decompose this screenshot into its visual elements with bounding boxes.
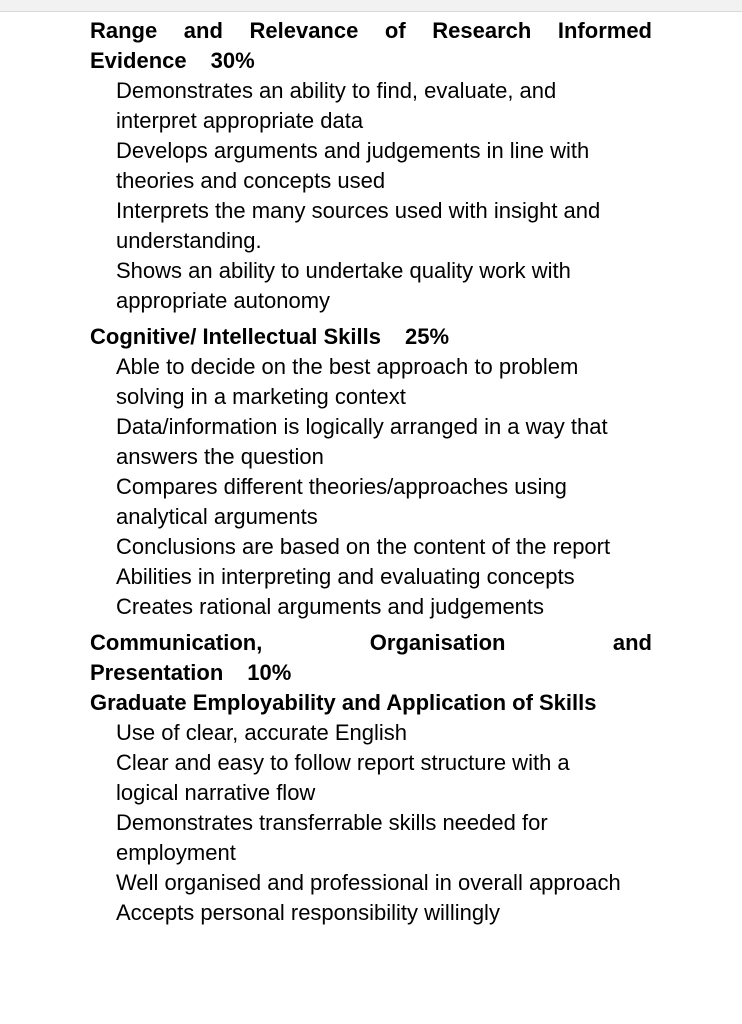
section-heading-line2 <box>90 658 652 688</box>
section-weight: 25% <box>404 324 450 349</box>
section-heading <box>90 322 652 352</box>
criteria-list <box>116 352 652 622</box>
section-cognitive-skills <box>90 322 652 622</box>
section-title: Range and Relevance of Research Informed Evidence <box>90 18 652 73</box>
marking-criteria-document <box>90 16 652 934</box>
criteria-item: Abilities in interpreting and evaluating concepts <box>116 564 575 589</box>
section-research-evidence <box>90 16 652 316</box>
criteria-item: Data/information is logically arranged in a way that answers the question <box>116 414 608 469</box>
criteria-item: Demonstrates an ability to find, evaluate, and interpret appropriate data <box>116 78 557 133</box>
criteria-item: Develops arguments and judgements in line with theories and concepts used <box>116 138 590 193</box>
criteria-item: Use of clear, accurate English <box>116 720 408 745</box>
top-edge <box>0 0 742 12</box>
criteria-item: Well organised and professional in overall approach <box>116 870 621 895</box>
criteria-item: Interprets the many sources used with insight and understanding. <box>116 198 601 253</box>
section-subheading: Graduate Employability and Application of Skills <box>90 690 597 715</box>
criteria-item: Able to decide on the best approach to problem solving in a marketing context <box>116 354 579 409</box>
criteria-item: Clear and easy to follow report structure with a logical narrative flow <box>116 750 570 805</box>
criteria-item: Demonstrates transferrable skills needed for employment <box>116 810 548 865</box>
section-title: Presentation <box>90 660 224 685</box>
criteria-item: Compares different theories/approaches using analytical arguments <box>116 474 567 529</box>
section-weight: 30% <box>210 48 255 73</box>
criteria-item: Accepts personal responsibility willingly <box>116 900 500 925</box>
section-weight: 10% <box>247 660 292 685</box>
criteria-list <box>116 718 652 928</box>
criteria-item: Shows an ability to undertake quality work with appropriate autonomy <box>116 258 571 313</box>
criteria-list <box>116 76 652 316</box>
section-communication <box>90 628 652 928</box>
section-heading <box>90 16 652 76</box>
criteria-item: Creates rational arguments and judgements <box>116 594 545 619</box>
section-heading-line1: Communication, Organisation and <box>90 630 652 655</box>
section-title: Cognitive/ Intellectual Skills <box>90 324 381 349</box>
criteria-item: Conclusions are based on the content of the report <box>116 534 611 559</box>
